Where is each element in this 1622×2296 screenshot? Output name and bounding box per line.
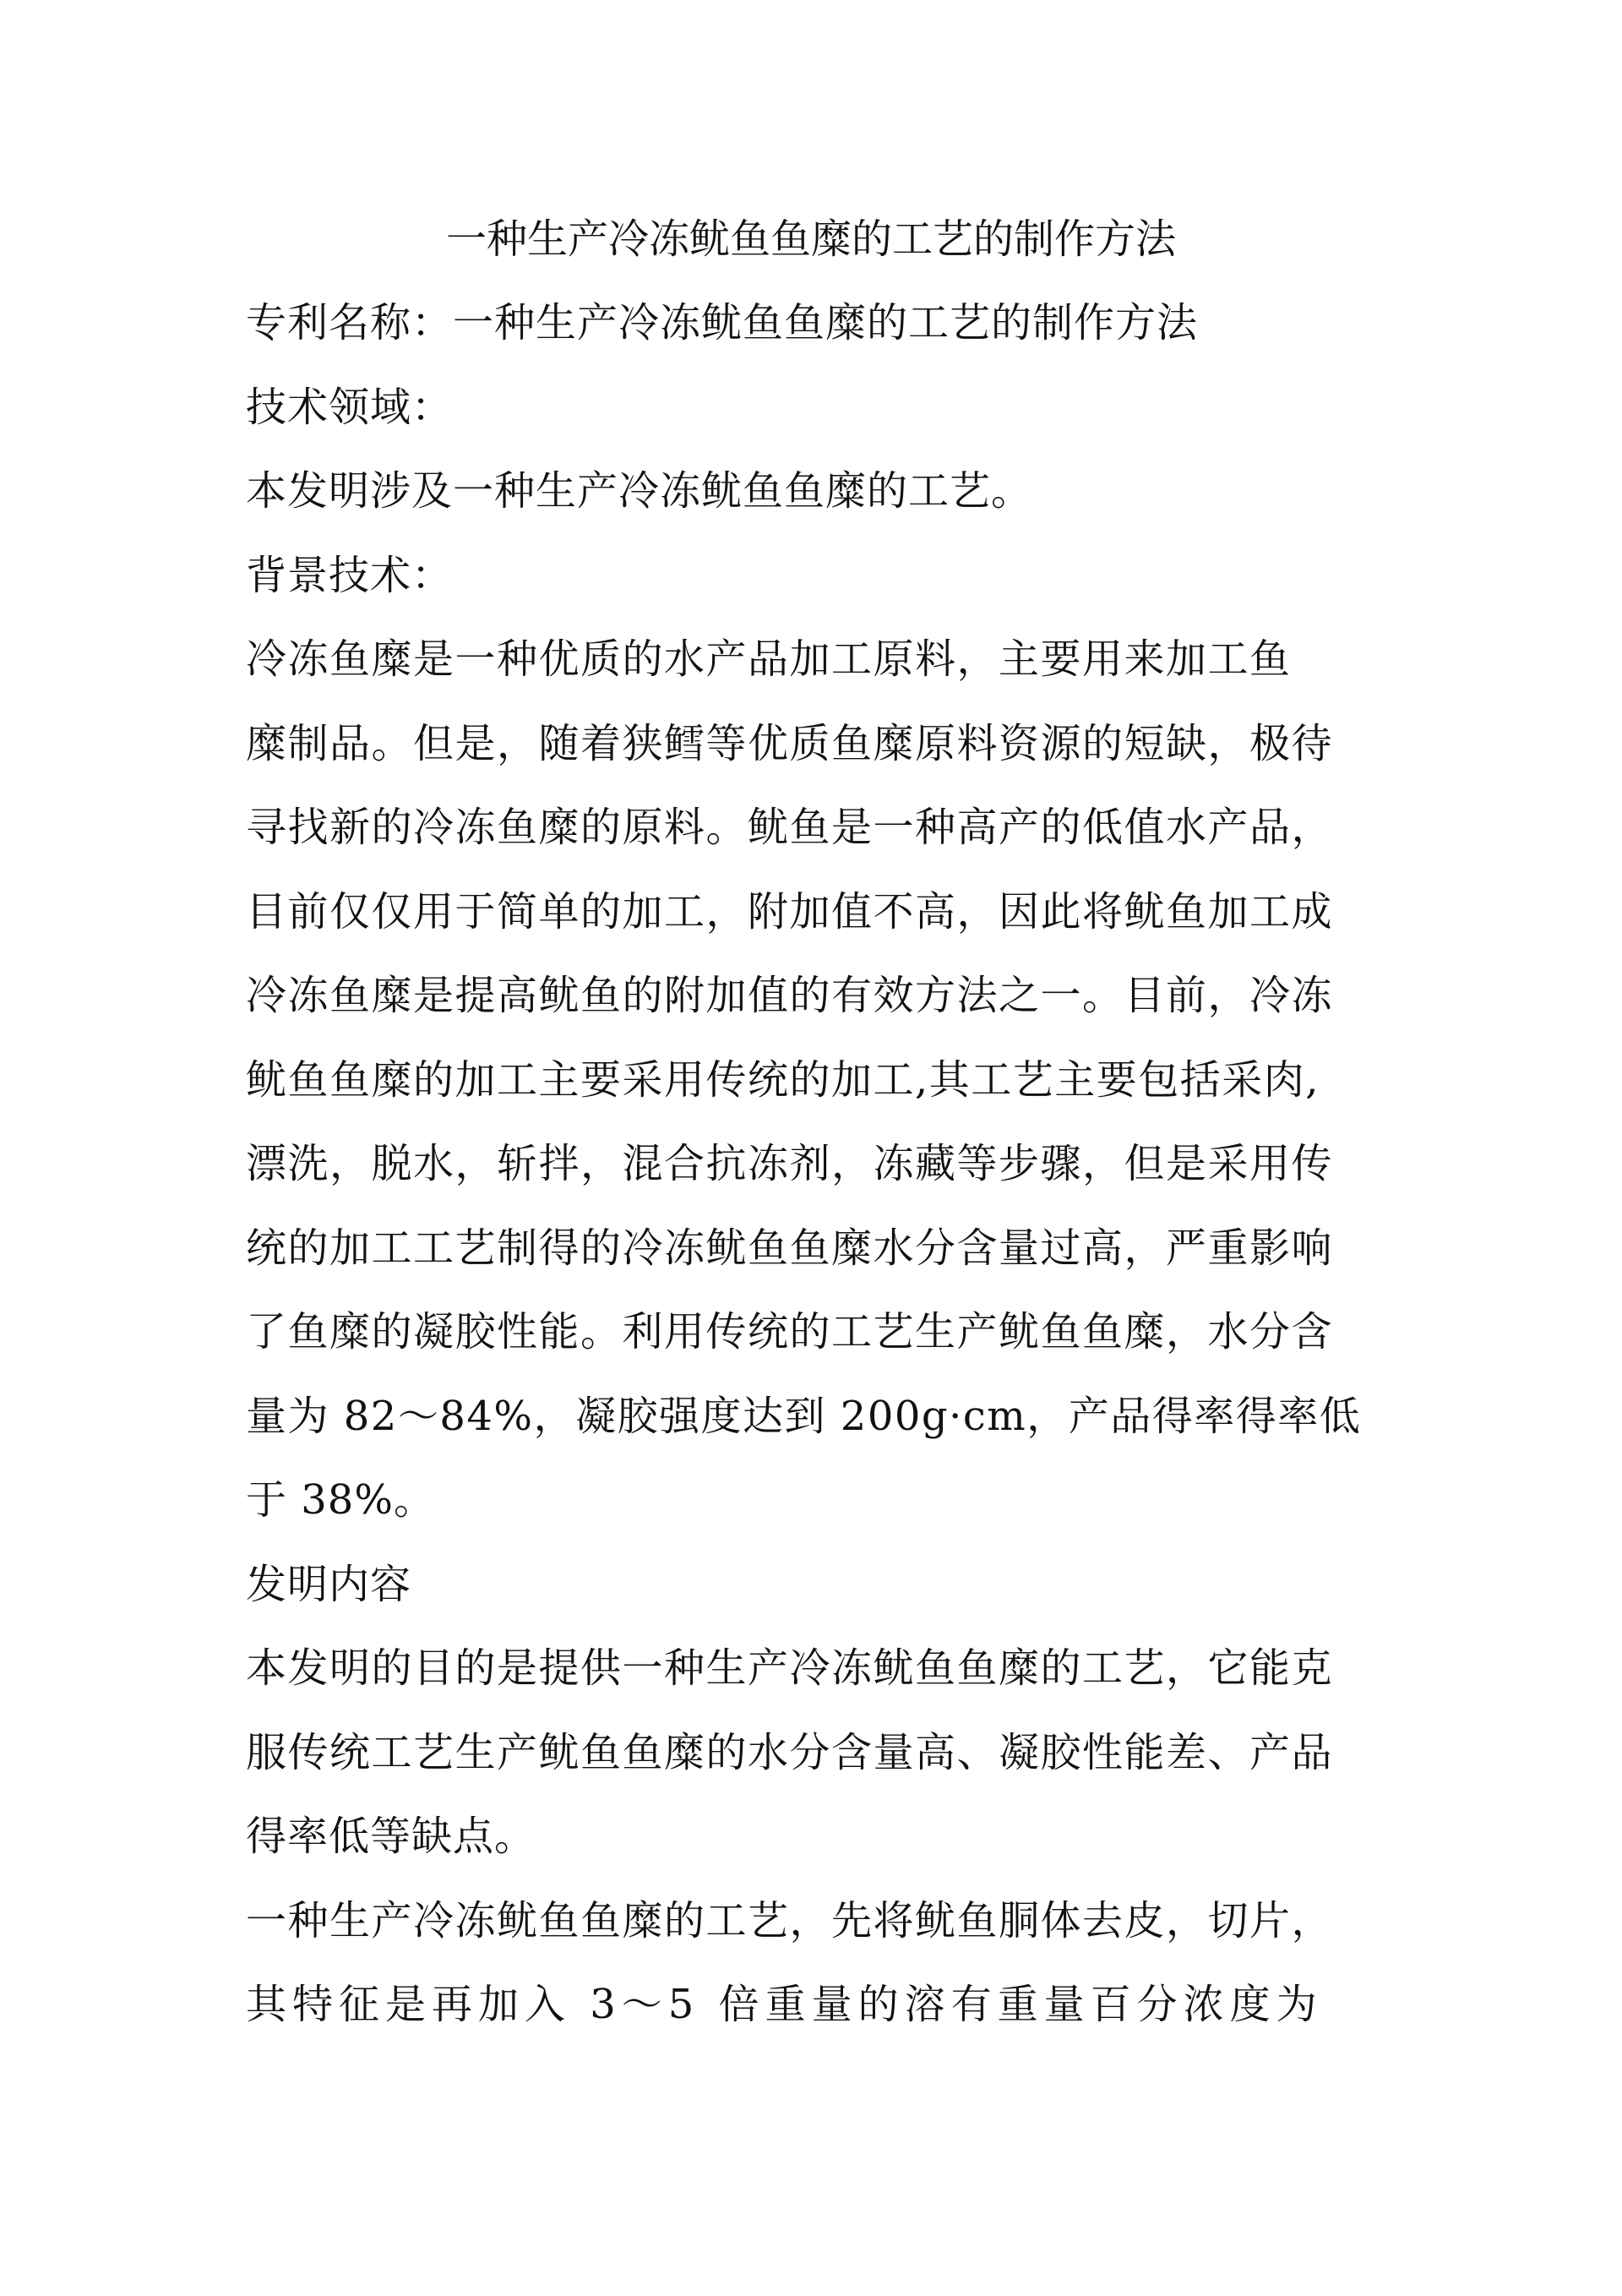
document-body — [246, 281, 1395, 2048]
paragraph-line: 量为 82～84%，凝胶强度达到 200g·cm，产品得率得率低 — [246, 1392, 1362, 1440]
paragraph-line: 漂洗，脱水，斩拌，混合抗冻剂，冻藏等步骤，但是采用传 — [246, 1140, 1334, 1187]
paragraph-line: 本发明的目的是提供一种生产冷冻鱿鱼鱼糜的工艺，它能克 — [246, 1644, 1334, 1692]
paragraph-line: 服传统工艺生产鱿鱼鱼糜的水分含量高、凝胶性能差、产品 — [246, 1728, 1334, 1776]
paragraph-line: 目前仅仅用于简单的加工，附加值不高，因此将鱿鱼加工成 — [246, 887, 1334, 935]
paragraph-line: 得率低等缺点。 — [246, 1813, 536, 1860]
document-title: 一种生产冷冻鱿鱼鱼糜的工艺的制作方法 — [445, 215, 1176, 263]
section-heading-summary: 发明内容 — [246, 1560, 412, 1608]
patent-name-line: 专利名称：一种生产冷冻鱿鱼鱼糜的工艺的制作方法 — [246, 299, 1199, 346]
paragraph-line: 鱿鱼鱼糜的加工主要采用传统的加工,其工艺主要包括采肉, — [246, 1055, 1320, 1104]
paragraph-line: 于 38%。 — [246, 1476, 435, 1524]
paragraph-line: 统的加工工艺制得的冷冻鱿鱼鱼糜水分含量过高，严重影响 — [246, 1224, 1334, 1272]
paragraph-line: 了鱼糜的凝胶性能。利用传统的工艺生产鱿鱼鱼糜，水分含 — [246, 1308, 1334, 1355]
paragraph-line: 本发明涉及一种生产冷冻鱿鱼鱼糜的工艺。 — [246, 467, 1033, 515]
paragraph-line: 冷冻鱼糜是一种优质的水产品加工原料，主要用来加工鱼 — [246, 635, 1292, 683]
paragraph-line: 冷冻鱼糜是提高鱿鱼的附加值的有效方法之一。目前，冷冻 — [246, 972, 1334, 1019]
section-heading-technical-field: 技术领域： — [246, 383, 454, 431]
paragraph-line: 其特征是再加入 3～5 倍重量的溶有重量百分浓度为 — [246, 1981, 1323, 2028]
paragraph-line: 寻找新的冷冻鱼糜的原料。鱿鱼是一种高产的低值水产品， — [246, 804, 1334, 851]
paragraph-line: 一种生产冷冻鱿鱼鱼糜的工艺，先将鱿鱼胴体去皮，切片， — [246, 1896, 1334, 1944]
section-heading-background: 背景技术： — [246, 551, 454, 599]
paragraph-line: 糜制品。但是，随着狭鳕等优质鱼糜原料资源的短缺，极待 — [246, 719, 1334, 767]
